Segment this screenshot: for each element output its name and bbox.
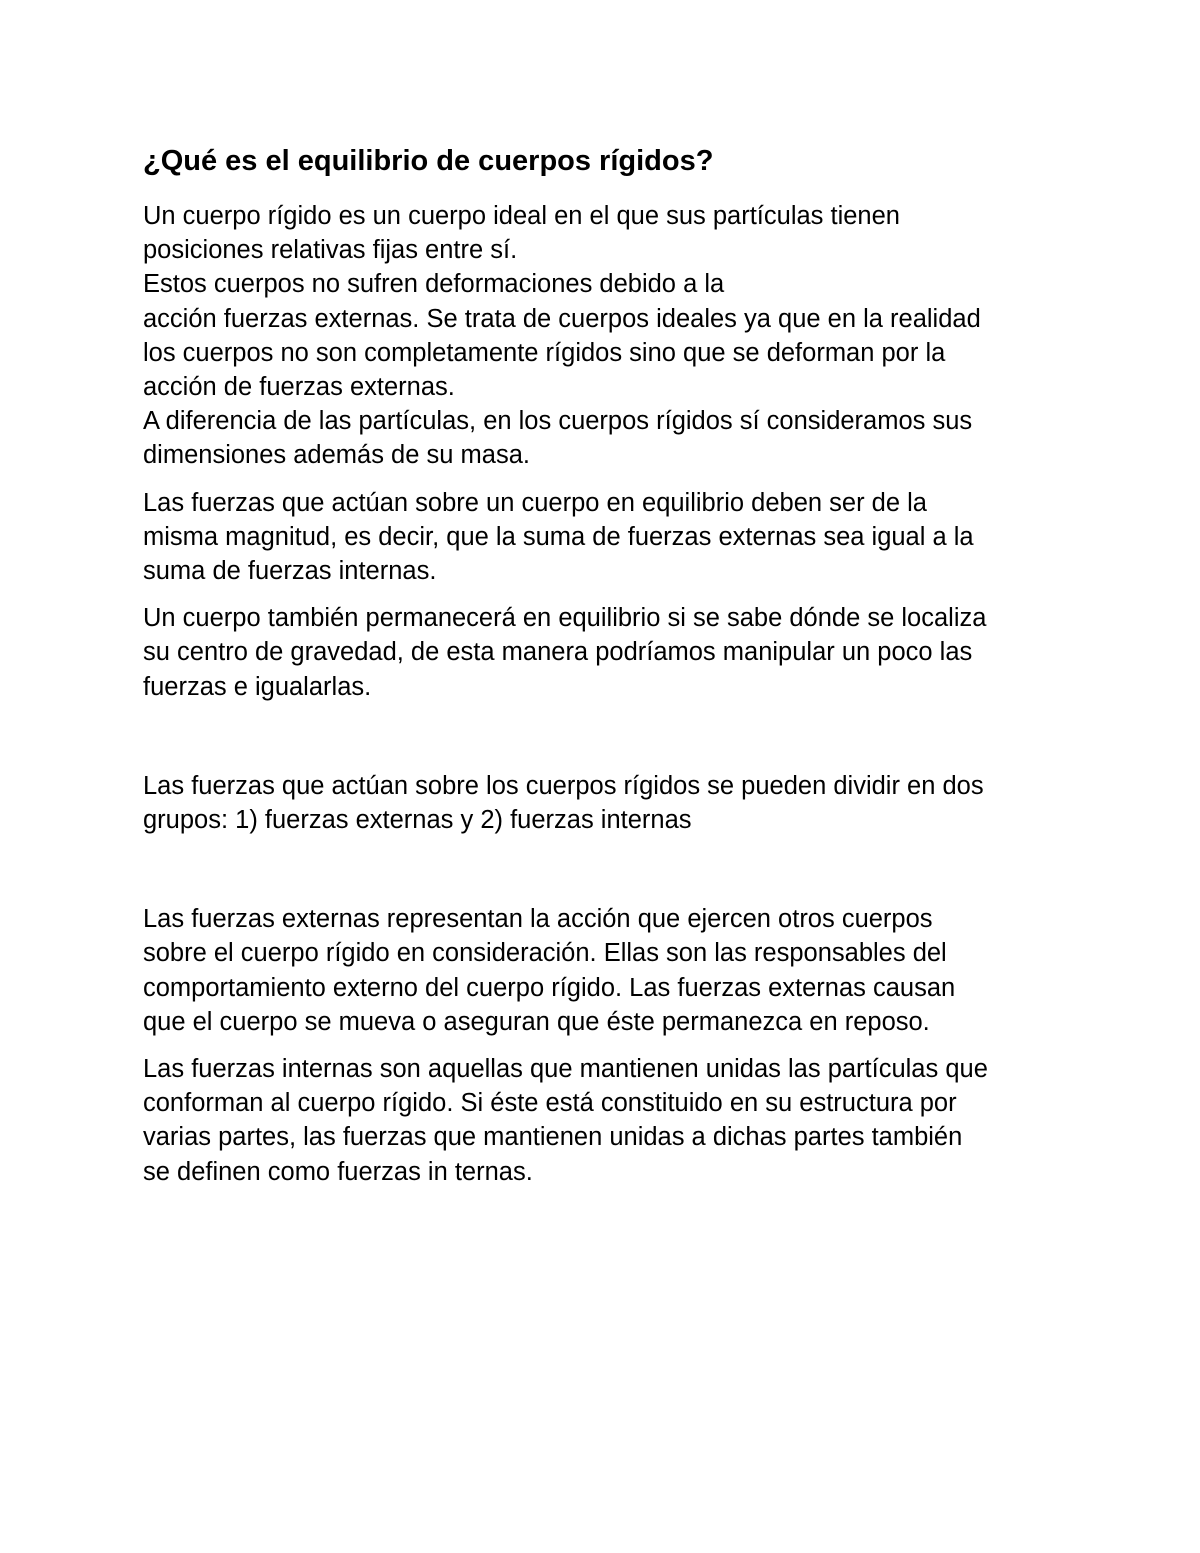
document-title: ¿Qué es el equilibrio de cuerpos rígidos? bbox=[143, 145, 714, 177]
document-page bbox=[143, 141, 1073, 1189]
paragraph-line: varias partes, las fuerzas que mantienen unidas a dichas partes también bbox=[143, 1123, 963, 1152]
paragraph-force-groups bbox=[143, 769, 1073, 837]
paragraph-equilibrium-forces bbox=[143, 486, 1073, 589]
paragraph-line: Las fuerzas que actúan sobre los cuerpos rígidos se pueden dividir en dos bbox=[143, 771, 984, 800]
paragraph-line: su centro de gravedad, de esta manera podríamos manipular un poco las bbox=[143, 638, 973, 667]
paragraph-line: dimensiones además de su masa. bbox=[143, 441, 530, 470]
paragraph-rigid-body-definition bbox=[143, 199, 1073, 473]
paragraph-line: Las fuerzas que actúan sobre un cuerpo en equilibrio deben ser de la bbox=[143, 488, 927, 517]
paragraph-line: que el cuerpo se mueva o aseguran que éste permanezca en reposo. bbox=[143, 1007, 930, 1036]
paragraph-line: misma magnitud, es decir, que la suma de fuerzas externas sea igual a la bbox=[143, 522, 974, 551]
paragraph-line: A diferencia de las partículas, en los cuerpos rígidos sí consideramos sus bbox=[143, 407, 973, 436]
paragraph-line: acción fuerzas externas. Se trata de cuerpos ideales ya que en la realidad bbox=[143, 304, 981, 333]
paragraph-line: comportamiento externo del cuerpo rígido. Las fuerzas externas causan bbox=[143, 973, 956, 1002]
paragraph-line: conforman al cuerpo rígido. Si éste está constituido en su estructura por bbox=[143, 1089, 957, 1118]
paragraph-line: posiciones relativas fijas entre sí. bbox=[143, 236, 518, 265]
paragraph-line: se definen como fuerzas in ternas. bbox=[143, 1157, 533, 1186]
paragraph-line: acción de fuerzas externas. bbox=[143, 373, 455, 402]
paragraph-line: Un cuerpo rígido es un cuerpo ideal en el que sus partículas tienen bbox=[143, 202, 900, 230]
paragraph-line: suma de fuerzas internas. bbox=[143, 557, 437, 586]
paragraph-line: sobre el cuerpo rígido en consideración. Ellas son las responsables del bbox=[143, 939, 947, 968]
paragraph-center-of-gravity bbox=[143, 601, 1073, 704]
paragraph-line: Las fuerzas externas representan la acción que ejercen otros cuerpos bbox=[143, 905, 933, 934]
paragraph-line: Las fuerzas internas son aquellas que mantienen unidas las partículas que bbox=[143, 1055, 988, 1084]
paragraph-line: grupos: 1) fuerzas externas y 2) fuerzas internas bbox=[143, 806, 692, 835]
paragraph-internal-forces bbox=[143, 1052, 1073, 1189]
paragraph-line: los cuerpos no son completamente rígidos sino que se deforman por la bbox=[143, 338, 946, 367]
paragraph-line: fuerzas e igualarlas. bbox=[143, 672, 372, 701]
paragraph-line: Estos cuerpos no sufren deformaciones debido a la bbox=[143, 270, 725, 299]
paragraph-external-forces bbox=[143, 902, 1073, 1039]
paragraph-line: Un cuerpo también permanecerá en equilibrio si se sabe dónde se localiza bbox=[143, 604, 987, 633]
